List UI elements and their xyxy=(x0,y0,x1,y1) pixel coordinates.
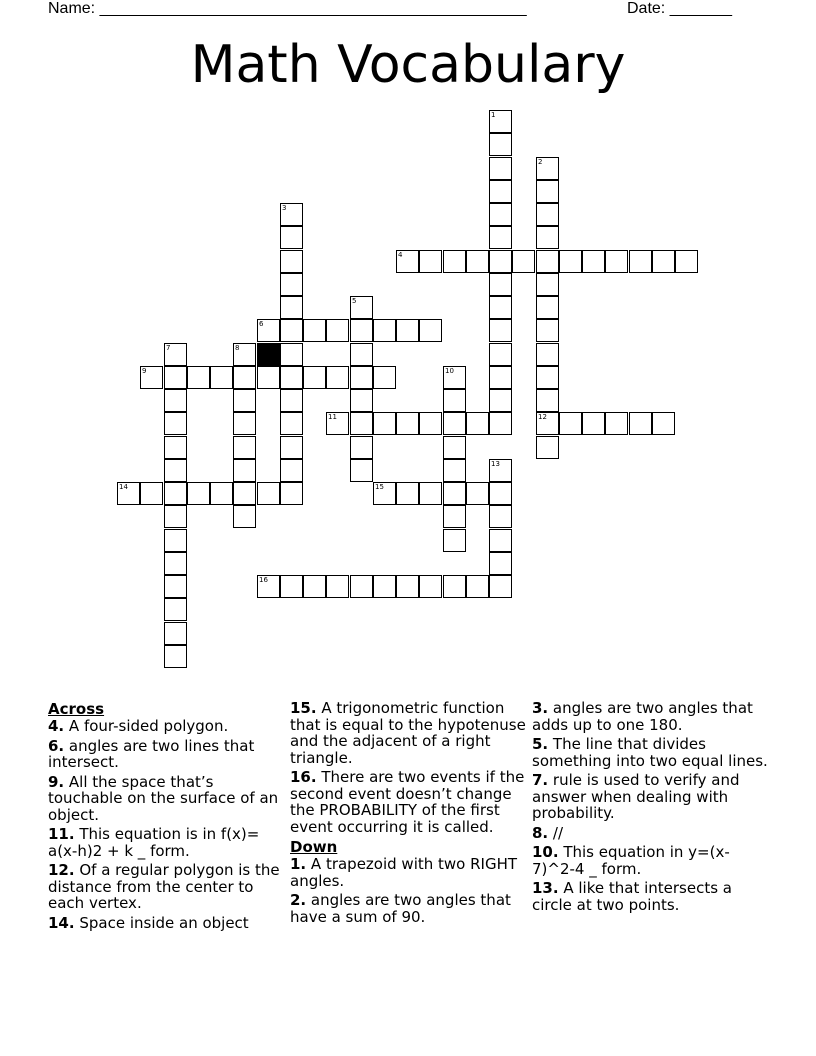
grid-cell[interactable] xyxy=(443,575,466,598)
grid-cell[interactable] xyxy=(466,412,489,435)
grid-cell[interactable] xyxy=(233,389,256,412)
grid-cell[interactable] xyxy=(164,575,187,598)
grid-cell[interactable] xyxy=(350,575,373,598)
grid-cell[interactable] xyxy=(350,319,373,342)
grid-cell[interactable] xyxy=(536,436,559,459)
grid-cell[interactable] xyxy=(536,319,559,342)
grid-cell[interactable] xyxy=(164,598,187,621)
grid-cell[interactable] xyxy=(280,459,303,482)
clue-across-14: 14. Space inside an object xyxy=(48,913,249,932)
clue-number: 13 xyxy=(491,460,500,468)
grid-cell[interactable] xyxy=(489,505,512,528)
grid-cell[interactable] xyxy=(489,273,512,296)
grid-cell[interactable] xyxy=(419,412,442,435)
grid-cell[interactable] xyxy=(257,319,280,342)
grid-cell[interactable] xyxy=(164,389,187,412)
grid-cell[interactable] xyxy=(396,319,419,342)
grid-cell[interactable] xyxy=(373,366,396,389)
grid-cell[interactable] xyxy=(396,250,419,273)
grid-cell[interactable] xyxy=(164,436,187,459)
grid-cell[interactable] xyxy=(164,622,187,645)
clue-across-4: 4. A four-sided polygon. xyxy=(48,717,229,735)
grid-cell[interactable] xyxy=(489,250,512,273)
grid-cell[interactable] xyxy=(350,366,373,389)
grid-cell[interactable] xyxy=(536,389,559,412)
grid-cell[interactable] xyxy=(373,412,396,435)
grid-cell[interactable] xyxy=(489,482,512,505)
clue-number: 5 xyxy=(352,297,357,305)
grid-cell[interactable] xyxy=(419,250,442,273)
clue-number: 11 xyxy=(328,413,337,421)
grid-cell[interactable] xyxy=(536,343,559,366)
grid-cell[interactable] xyxy=(280,389,303,412)
grid-cell[interactable] xyxy=(187,482,210,505)
grid-cell[interactable] xyxy=(233,505,256,528)
grid-cell[interactable] xyxy=(489,157,512,180)
clue-number: 14 xyxy=(119,483,128,491)
grid-cell[interactable] xyxy=(280,296,303,319)
grid-cell[interactable] xyxy=(210,366,233,389)
clue-down-10: 10. This equation in y=(x-7)^2-4 _ form. xyxy=(532,843,730,878)
grid-cell[interactable] xyxy=(350,412,373,435)
clue-number: 1 xyxy=(491,111,496,119)
grid-cell[interactable] xyxy=(443,505,466,528)
grid-cell[interactable] xyxy=(559,250,582,273)
grid-cell[interactable] xyxy=(233,412,256,435)
grid-cell[interactable] xyxy=(652,250,675,273)
grid-cell[interactable] xyxy=(280,226,303,249)
puzzle-title: Math Vocabulary xyxy=(190,35,626,95)
grid-cell[interactable] xyxy=(466,575,489,598)
grid-cell[interactable] xyxy=(233,343,256,366)
grid-cell[interactable] xyxy=(257,482,280,505)
grid-cell[interactable] xyxy=(489,412,512,435)
clue-down-1: 1. A trapezoid with two RIGHT angles. xyxy=(290,855,518,890)
grid-cell[interactable] xyxy=(559,412,582,435)
grid-cell[interactable] xyxy=(303,366,326,389)
grid-cell[interactable] xyxy=(443,389,466,412)
grid-cell[interactable] xyxy=(536,203,559,226)
down-heading: Down xyxy=(290,838,338,856)
grid-cell[interactable] xyxy=(210,482,233,505)
grid-cell[interactable] xyxy=(280,203,303,226)
clue-number: 16 xyxy=(259,576,268,584)
grid-cell[interactable] xyxy=(466,482,489,505)
grid-cell[interactable] xyxy=(536,226,559,249)
grid-cell[interactable] xyxy=(280,366,303,389)
grid-cell[interactable] xyxy=(536,412,559,435)
clue-down-7: 7. rule is used to verify and answer when dealing with probability. xyxy=(532,771,740,822)
grid-cell[interactable] xyxy=(350,459,373,482)
grid-cell[interactable] xyxy=(629,250,652,273)
grid-cell[interactable] xyxy=(326,366,349,389)
grid-cell[interactable] xyxy=(582,412,605,435)
grid-cell[interactable] xyxy=(605,412,628,435)
clue-down-5: 5. The line that divides something into two equal lines. xyxy=(532,735,768,770)
grid-cell[interactable] xyxy=(280,273,303,296)
grid-cell[interactable] xyxy=(443,366,466,389)
grid-cell[interactable] xyxy=(582,250,605,273)
clue-across-16: 16. There are two events if the second event doesn’t change the PROBABILITY of the first event occurring it is called. xyxy=(290,768,525,836)
grid-cell[interactable] xyxy=(233,482,256,505)
clue-column-1 xyxy=(48,700,284,934)
grid-cell[interactable] xyxy=(164,366,187,389)
grid-cell[interactable] xyxy=(164,505,187,528)
grid-cell[interactable] xyxy=(280,436,303,459)
grid-cell[interactable] xyxy=(164,645,187,668)
grid-cell[interactable] xyxy=(536,180,559,203)
grid-cell[interactable] xyxy=(419,482,442,505)
grid-cell[interactable] xyxy=(257,575,280,598)
black-square xyxy=(257,343,280,366)
grid-cell[interactable] xyxy=(489,226,512,249)
grid-cell[interactable] xyxy=(280,482,303,505)
grid-cell[interactable] xyxy=(164,552,187,575)
grid-cell[interactable] xyxy=(140,366,163,389)
grid-cell[interactable] xyxy=(164,482,187,505)
grid-cell[interactable] xyxy=(443,459,466,482)
clue-across-12: 12. Of a regular polygon is the distance from the center to each vertex. xyxy=(48,861,280,912)
grid-cell[interactable] xyxy=(373,482,396,505)
grid-cell[interactable] xyxy=(280,250,303,273)
grid-cell[interactable] xyxy=(512,250,535,273)
across-heading: Across xyxy=(48,700,105,718)
grid-cell[interactable] xyxy=(280,343,303,366)
grid-cell[interactable] xyxy=(536,250,559,273)
grid-cell[interactable] xyxy=(489,110,512,133)
grid-cell[interactable] xyxy=(164,412,187,435)
grid-cell[interactable] xyxy=(350,389,373,412)
clue-number: 3 xyxy=(282,204,287,212)
grid-cell[interactable] xyxy=(489,180,512,203)
clue-across-9: 9. All the space that’s touchable on the surface of an object. xyxy=(48,772,279,824)
grid-cell[interactable] xyxy=(489,459,512,482)
clue-down-2: 2. angles are two angles that have a sum of 90. xyxy=(290,891,511,926)
grid-cell[interactable] xyxy=(605,250,628,273)
grid-cell[interactable] xyxy=(233,459,256,482)
grid-cell[interactable] xyxy=(164,529,187,552)
clue-number: 15 xyxy=(375,483,384,491)
grid-cell[interactable] xyxy=(629,412,652,435)
grid-cell[interactable] xyxy=(373,319,396,342)
grid-cell[interactable] xyxy=(396,412,419,435)
grid-cell[interactable] xyxy=(303,319,326,342)
grid-cell[interactable] xyxy=(489,529,512,552)
clue-number: 7 xyxy=(166,344,171,352)
grid-cell[interactable] xyxy=(443,482,466,505)
grid-cell[interactable] xyxy=(536,366,559,389)
clue-number: 12 xyxy=(538,413,547,421)
grid-cell[interactable] xyxy=(489,319,512,342)
grid-cell[interactable] xyxy=(443,412,466,435)
grid-cell[interactable] xyxy=(489,203,512,226)
name-field[interactable]: Name: ________________________________________________ xyxy=(48,0,527,17)
grid-cell[interactable] xyxy=(350,343,373,366)
grid-cell[interactable] xyxy=(373,575,396,598)
grid-cell[interactable] xyxy=(443,529,466,552)
clue-number: 10 xyxy=(445,367,454,375)
grid-cell[interactable] xyxy=(489,389,512,412)
grid-cell[interactable] xyxy=(466,250,489,273)
grid-cell[interactable] xyxy=(489,133,512,156)
date-field[interactable]: Date: _______ xyxy=(627,0,732,17)
grid-cell[interactable] xyxy=(280,319,303,342)
clue-down-8: 8. // xyxy=(532,823,564,842)
grid-cell[interactable] xyxy=(350,436,373,459)
grid-cell[interactable] xyxy=(280,412,303,435)
clue-down-13: 13. A like that intersects a circle at two points. xyxy=(532,879,732,914)
grid-cell[interactable] xyxy=(303,575,326,598)
grid-cell[interactable] xyxy=(652,412,675,435)
clue-column-3 xyxy=(532,700,768,916)
clue-across-15: 15. A trigonometric function that is equal to the hypotenuse and the adjacent of a right triangle. xyxy=(290,699,526,767)
grid-cell[interactable] xyxy=(187,366,210,389)
grid-cell[interactable] xyxy=(326,412,349,435)
grid-cell[interactable] xyxy=(536,157,559,180)
grid-cell[interactable] xyxy=(164,459,187,482)
grid-cell[interactable] xyxy=(489,552,512,575)
grid-cell[interactable] xyxy=(489,366,512,389)
grid-cell[interactable] xyxy=(443,250,466,273)
grid-cell[interactable] xyxy=(489,296,512,319)
grid-cell[interactable] xyxy=(233,366,256,389)
grid-cell[interactable] xyxy=(164,343,187,366)
grid-cell[interactable] xyxy=(233,436,256,459)
clue-number: 6 xyxy=(259,320,264,328)
grid-cell[interactable] xyxy=(280,575,303,598)
clue-across-6: 6. angles are two lines that intersect. xyxy=(48,736,255,771)
grid-cell[interactable] xyxy=(536,273,559,296)
clue-number: 2 xyxy=(538,158,543,166)
grid-cell[interactable] xyxy=(396,575,419,598)
grid-cell[interactable] xyxy=(396,482,419,505)
clue-number: 4 xyxy=(398,251,403,259)
grid-cell[interactable] xyxy=(489,343,512,366)
clue-column-2 xyxy=(290,700,526,928)
grid-cell[interactable] xyxy=(326,319,349,342)
grid-cell[interactable] xyxy=(536,296,559,319)
grid-cell[interactable] xyxy=(419,575,442,598)
clue-across-11: 11. This equation is in f(x)= a(x-h)2 + k _ form. xyxy=(48,825,260,860)
clue-number: 8 xyxy=(235,344,240,352)
clue-number: 9 xyxy=(142,367,147,375)
header xyxy=(48,0,748,20)
grid-cell[interactable] xyxy=(326,575,349,598)
grid-cell[interactable] xyxy=(489,575,512,598)
grid-cell[interactable] xyxy=(443,436,466,459)
clue-down-3: 3. angles are two angles that adds up to one 180. xyxy=(532,699,753,734)
grid-cell[interactable] xyxy=(350,296,373,319)
grid-cell[interactable] xyxy=(419,319,442,342)
grid-cell[interactable] xyxy=(117,482,140,505)
grid-cell[interactable] xyxy=(257,366,280,389)
grid-cell[interactable] xyxy=(140,482,163,505)
grid-cell[interactable] xyxy=(675,250,698,273)
